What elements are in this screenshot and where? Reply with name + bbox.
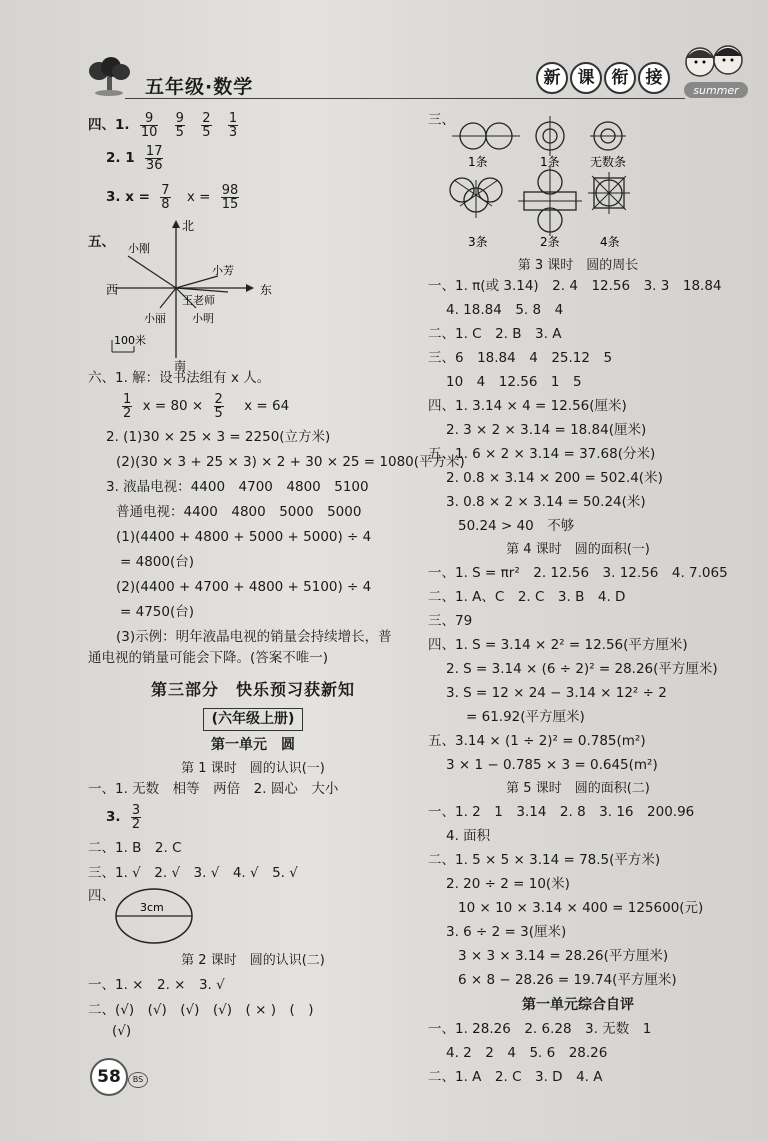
series-char: 接 xyxy=(638,62,670,94)
lesson-title: 第 5 课时 圆的面积(二) xyxy=(506,781,650,796)
lesson-title: 第 2 课时 圆的认识(二) xyxy=(181,953,325,968)
person-label: 小明 xyxy=(192,312,214,325)
lesson-title: 第 4 课时 圆的面积(一) xyxy=(506,542,650,557)
answer-line: 通电视的销量可能会下降。(答案不唯一) xyxy=(88,650,329,666)
answer-line: 二、1. 5 × 5 × 3.14 = 78.5(平方米) xyxy=(428,852,661,868)
diameter-label: 3cm xyxy=(140,901,164,914)
book-title: (六年级上册) xyxy=(88,708,418,731)
answer-line: 二、1. B 2. C xyxy=(88,840,182,856)
answer-line: 三、79 xyxy=(428,613,473,629)
answer-line: 一、1. × 2. × 3. √ xyxy=(88,977,225,993)
symmetry-count: 4条 xyxy=(600,235,620,249)
header-rule xyxy=(125,98,685,99)
east-label: 东 xyxy=(260,283,273,297)
answer-line: 六、1. 解：设书法组有 x 人。 xyxy=(88,370,271,386)
answer-line: 2. 3 × 2 × 3.14 = 18.84(厘米) xyxy=(446,422,647,438)
person-label: 王老师 xyxy=(182,294,215,307)
fraction: $\frac{1}{3}$ xyxy=(228,110,238,140)
fraction: $\frac{7}{8}$ xyxy=(161,182,170,212)
series-char: 衔 xyxy=(604,62,636,94)
series-title xyxy=(536,62,670,94)
answer-line: 3 × 1 − 0.785 × 3 = 0.645(m²) xyxy=(446,757,658,773)
answer-line xyxy=(88,110,418,140)
answer-line: $\frac{1}{2}$ x = 80 × $\frac{2}{5}$ x = 64 xyxy=(123,391,290,421)
unit-title: 第一单元 圆 xyxy=(211,737,295,753)
answer-line: 3. S = 12 × 24 − 3.14 × 12² ÷ 2 xyxy=(446,685,667,701)
person-label: 小刚 xyxy=(128,242,150,255)
west-label: 西 xyxy=(106,283,119,297)
tree-logo-icon xyxy=(85,55,133,99)
series-char: 课 xyxy=(570,62,602,94)
answer-line: 五、1. 6 × 2 × 3.14 = 37.68(分米) xyxy=(428,446,656,462)
answer-line: 五、3.14 × (1 ÷ 2)² = 0.785(m²) xyxy=(428,733,646,749)
answer-line: 3. 6 ÷ 2 = 3(厘米) xyxy=(446,924,567,940)
answer-line: 4. 2 2 4 5. 6 28.26 xyxy=(446,1045,608,1061)
lesson-title: 第 3 课时 圆的周长 xyxy=(517,258,639,273)
circle-section: 四、 3cm xyxy=(88,884,418,948)
answer-line: = 4800(台) xyxy=(120,554,194,570)
part-title: 第三部分 快乐预习获新知 xyxy=(150,680,355,699)
symmetry-section: 三、 1条 1条 无数条 3条 2条 4条 xyxy=(428,110,728,255)
answer-line: 一、1. 28.26 2. 6.28 3. 无数 1 xyxy=(428,1021,652,1037)
answer-line: 3. 0.8 × 2 × 3.14 = 50.24(米) xyxy=(446,494,646,510)
answer-line: (2)(30 × 3 + 25 × 3) × 2 + 30 × 25 = 1080(平方米) xyxy=(116,454,465,470)
south-label: 南 xyxy=(174,359,187,373)
answer-line: 二、1. A 2. C 3. D 4. A xyxy=(428,1069,603,1085)
fraction: $\frac{1}{2}$ xyxy=(123,391,132,421)
fraction: $\frac{2}{5}$ xyxy=(202,110,211,140)
fraction: $\frac{3}{2}$ xyxy=(131,802,141,832)
answer-line: 2. 0.8 × 3.14 × 200 = 502.4(米) xyxy=(446,470,663,486)
symmetry-count: 1条 xyxy=(540,155,560,169)
grade-subject-title: 五年级·数学 xyxy=(145,76,254,98)
answer-line: (2)(4400 + 4700 + 4800 + 5100) ÷ 4 xyxy=(116,579,372,595)
fraction: $\frac{98}{15}$ xyxy=(221,182,239,212)
symmetry-count: 2条 xyxy=(540,235,560,249)
item-label: 四、1. xyxy=(88,117,130,133)
answer-line: 普通电视：4400 4800 5000 5000 xyxy=(116,504,362,520)
page-number: 58 xyxy=(90,1058,128,1096)
compass-diagram xyxy=(106,218,288,373)
answer-line: (1)(4400 + 4800 + 5000 + 5000) ÷ 4 xyxy=(116,529,372,545)
person-label: 小芳 xyxy=(212,264,234,277)
answer-line: 2. 1 $\frac{17}{36}$ xyxy=(106,143,163,173)
symmetry-count: 3条 xyxy=(468,235,488,249)
answer-line: 2. S = 3.14 × (6 ÷ 2)² = 28.26(平方厘米) xyxy=(446,661,718,677)
answer-line: (3)示例：明年液晶电视的销量会持续增长，普 xyxy=(116,629,392,645)
answer-line: 四、1. S = 3.14 × 2² = 12.56(平方厘米) xyxy=(428,637,688,653)
answer-line: 一、1. π(或 3.14) 2. 4 12.56 3. 3 18.84 xyxy=(428,278,722,294)
answer-line: 三、6 18.84 4 25.12 5 xyxy=(428,350,613,366)
answer-line: 2. (1)30 × 25 × 3 = 2250(立方米) xyxy=(106,429,331,445)
answer-line: (√) xyxy=(112,1023,132,1039)
fraction: $\frac{17}{36}$ xyxy=(145,143,163,173)
answer-line: 一、1. 2 1 3.14 2. 8 3. 16 200.96 xyxy=(428,804,695,820)
summer-label: summer xyxy=(693,84,739,97)
compass-section: 五、 北 南 东 西 小刚 小芳 王老师 小丽 小明 100米 xyxy=(88,218,418,368)
kids-illustration-icon xyxy=(676,40,756,106)
page-header xyxy=(0,0,768,110)
answer-line: 50.24 > 40 不够 xyxy=(458,518,575,534)
scale-label: 100米 xyxy=(114,334,146,347)
answer-line: 2. 20 ÷ 2 = 10(米) xyxy=(446,876,570,892)
answer-line: 4. 18.84 5. 8 4 xyxy=(446,302,564,318)
north-label: 北 xyxy=(182,219,195,233)
symmetry-count: 1条 xyxy=(468,155,488,169)
person-label: 小丽 xyxy=(144,312,166,325)
answer-line: 10 × 10 × 3.14 × 400 = 125600(元) xyxy=(458,900,704,916)
answer-line: 6 × 8 − 28.26 = 19.74(平方厘米) xyxy=(458,972,677,988)
fraction: $\frac{9}{10}$ xyxy=(140,110,158,140)
review-title: 第一单元综合自评 xyxy=(522,997,634,1013)
fraction: $\frac{9}{5}$ xyxy=(175,110,184,140)
answer-line: 3. x = $\frac{7}{8}$ x = $\frac{98}{15}$ xyxy=(106,182,239,212)
answer-line: 一、1. 无数 相等 两倍 2. 圆心 大小 xyxy=(88,781,339,797)
symmetry-count: 无数条 xyxy=(590,155,627,169)
answer-line: 一、1. S = πr² 2. 12.56 3. 12.56 4. 7.065 xyxy=(428,565,728,581)
answer-line: 四、1. 3.14 × 4 = 12.56(厘米) xyxy=(428,398,627,414)
circle-diagram xyxy=(106,886,206,948)
fraction: $\frac{2}{5}$ xyxy=(214,391,223,421)
answer-line: 10 4 12.56 1 5 xyxy=(446,374,582,390)
answer-line: = 4750(台) xyxy=(120,604,194,620)
answer-line: 二、(√) (√) (√) (√) ( × ) ( ) xyxy=(88,1002,314,1018)
symmetry-figures xyxy=(428,110,728,255)
answer-line: 3. $\frac{3}{2}$ xyxy=(106,802,141,832)
answer-line: 三、1. √ 2. √ 3. √ 4. √ 5. √ xyxy=(88,865,298,881)
right-column xyxy=(428,110,728,1088)
answer-line: 4. 面积 xyxy=(446,828,491,844)
lesson-title: 第 1 课时 圆的认识(一) xyxy=(181,761,325,776)
series-char: 新 xyxy=(536,62,568,94)
answer-line: 3. 液晶电视：4400 4700 4800 5100 xyxy=(106,479,369,495)
answer-line: 二、1. A、C 2. C 3. B 4. D xyxy=(428,589,626,605)
answer-line: = 61.92(平方厘米) xyxy=(466,709,585,725)
edition-mark: BS xyxy=(128,1072,148,1088)
answer-line: 二、1. C 2. B 3. A xyxy=(428,326,562,342)
answer-line: 3 × 3 × 3.14 = 28.26(平方厘米) xyxy=(458,948,669,964)
